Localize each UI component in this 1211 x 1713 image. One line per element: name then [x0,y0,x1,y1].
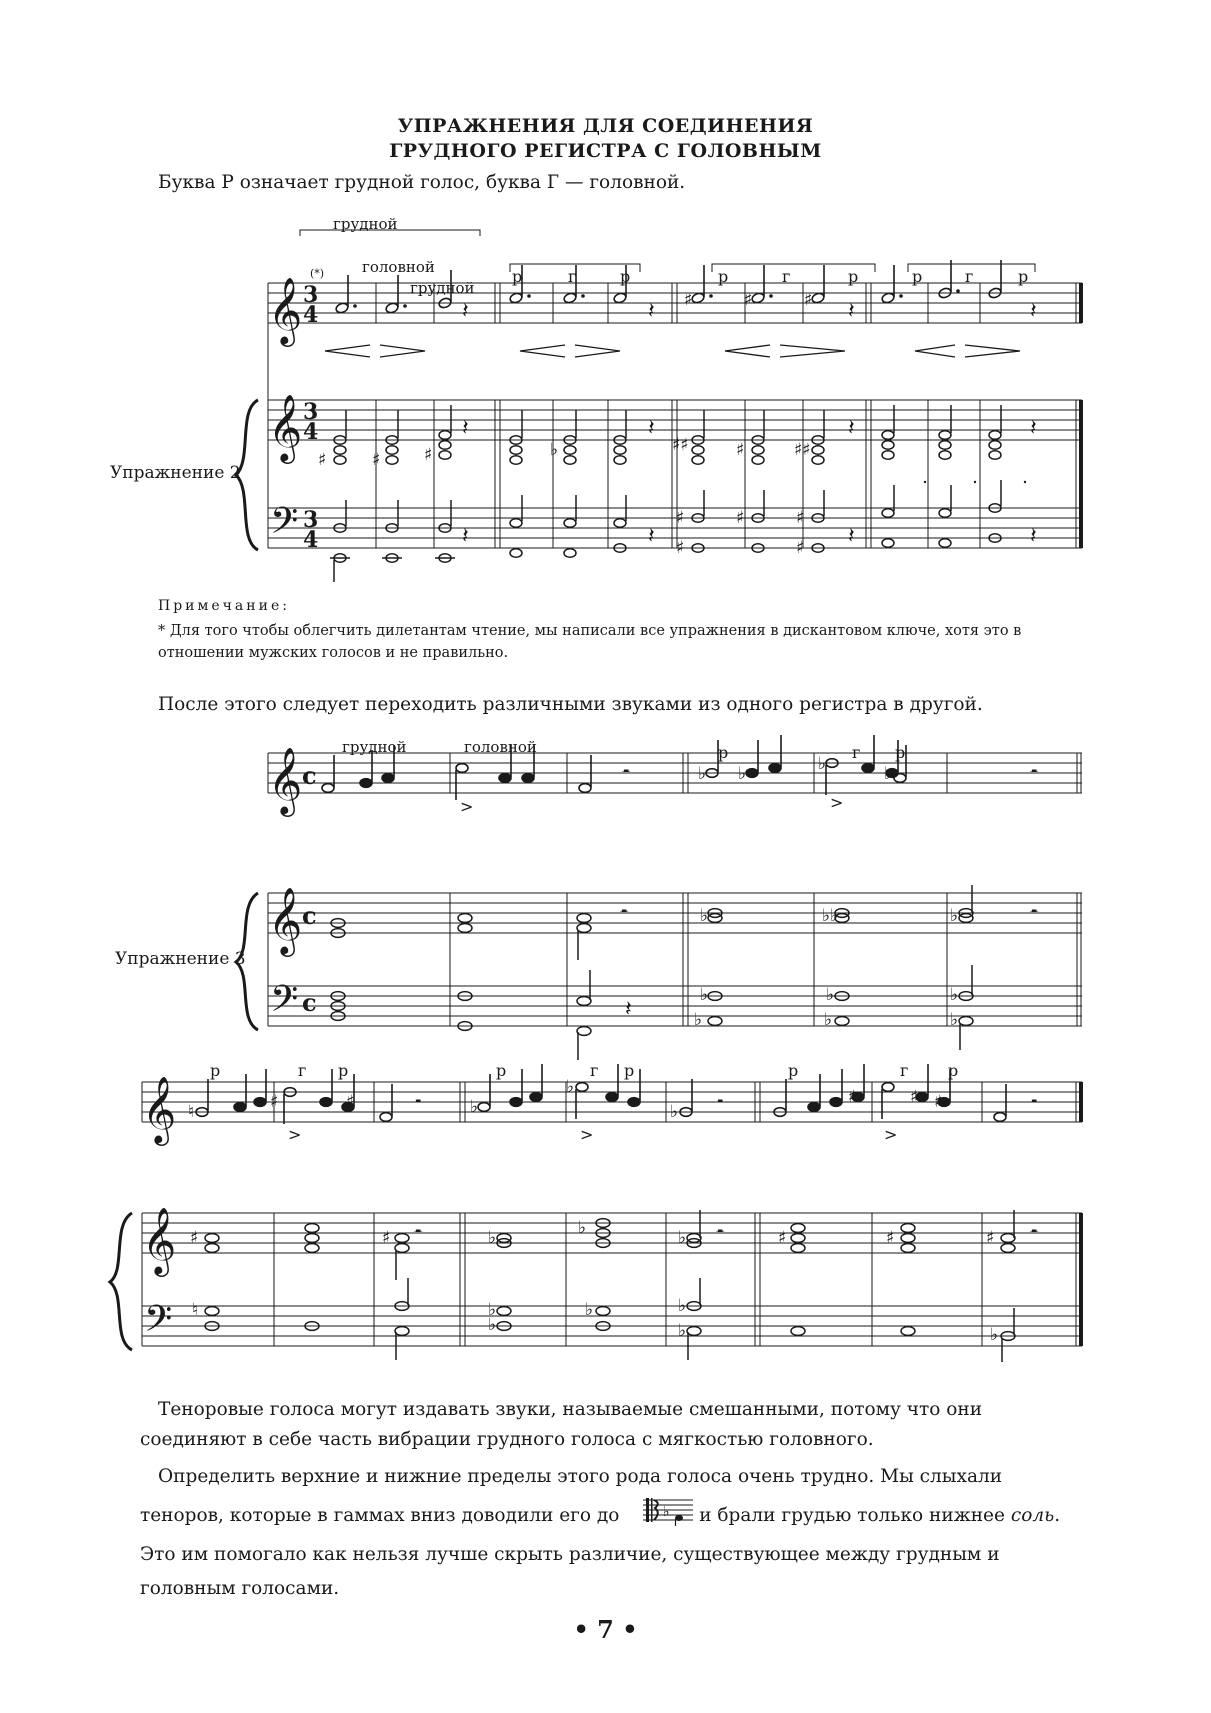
svg-text:𝄢: 𝄢 [144,1298,173,1349]
footnote-mark: (*) [310,267,325,280]
svg-text:♭: ♭ [824,1010,833,1030]
exercise-2-label: Упражнение 2 [110,463,241,483]
svg-text:р: р [895,743,906,762]
svg-text:𝄽: 𝄽 [648,524,655,549]
svg-text:♯: ♯ [736,508,745,528]
svg-text:р: р [512,267,523,286]
intro-text: Буква Р означает грудной голос, буква Г — головной. [158,172,686,193]
svg-text:♯♯: ♯♯ [672,435,689,455]
svg-text:♯: ♯ [804,290,813,310]
svg-text:𝄼: 𝄼 [1030,901,1039,926]
svg-text:𝄼: 𝄼 [620,901,629,926]
svg-text:♯: ♯ [190,1228,199,1248]
ex2-piano-bass-staff [268,508,1082,548]
svg-text:♯: ♯ [382,1228,391,1248]
svg-text:♭: ♭ [585,1300,594,1320]
svg-text:грудной: грудной [342,738,407,756]
svg-text:𝄽: 𝄽 [848,524,855,549]
svg-text:♭: ♭ [678,1321,687,1341]
svg-text:♯: ♯ [934,1092,943,1112]
svg-text:♭: ♭ [488,1228,497,1248]
svg-text:р: р [338,1061,349,1080]
svg-text:♯: ♯ [910,1087,919,1107]
svg-text:♭: ♭ [550,440,559,460]
svg-text:3: 3 [303,507,319,533]
svg-text:3: 3 [303,282,319,308]
svg-text:головной: головной [464,738,537,756]
svg-text:г: г [298,1061,307,1080]
svg-text:𝄼: 𝄼 [1030,1221,1039,1246]
svg-text:>: > [288,1125,302,1144]
svg-text:♯: ♯ [424,445,433,465]
svg-text:р: р [496,1061,507,1080]
svg-text:♭: ♭ [990,1325,999,1345]
svg-text:>: > [884,1125,898,1144]
exercise-3-label: Упражнение 3 [115,949,246,969]
svg-text:♭: ♭ [950,985,959,1005]
reg-word: грудной [333,215,398,233]
svg-text:𝄽: 𝄽 [648,416,655,441]
svg-text:c: c [302,988,317,1017]
svg-text:♮: ♮ [192,1300,199,1320]
ex2-piano-treble-staff [268,400,1082,440]
svg-text:𝄼: 𝄼 [716,1221,725,1246]
svg-text:р: р [718,743,729,762]
svg-text:♯: ♯ [270,1092,279,1112]
svg-text:♭: ♭ [950,906,959,926]
svg-text:♯: ♯ [372,450,381,470]
svg-text:♭: ♭ [488,1300,497,1320]
svg-text:р: р [624,1061,635,1080]
svg-text:𝄼: 𝄼 [414,1221,423,1246]
svg-text:c: c [302,901,317,930]
svg-text:c: c [302,761,317,790]
svg-text:♯♯: ♯♯ [794,440,811,460]
body-paragraph-2: Определить верхние и нижние пределы этого рода голоса очень трудно. Мы слыхали теноров, которые в гаммах вниз доводили его до ♭ и брали грудью только нижнее соль. Это им помогало как нельзя лучше скрыть различие, существующее между грудным и головным голосами. [140,1466,1061,1599]
svg-text:>: > [460,797,474,816]
svg-text:♯: ♯ [676,508,685,528]
svg-text:♭: ♭ [694,1010,703,1030]
reg-word: головной [362,258,435,276]
svg-text:г: г [568,267,577,286]
svg-text:𝄽: 𝄽 [462,416,469,441]
bass-clef-icon: 𝄢 [270,500,299,551]
svg-text:♯: ♯ [986,1228,995,1248]
svg-text:♭: ♭ [566,1077,575,1097]
treble-clef-icon: 𝄞 [268,276,303,344]
svg-text:♭: ♭ [670,1102,679,1122]
svg-text:♯: ♯ [796,508,805,528]
svg-text:3: 3 [303,399,319,425]
svg-text:р: р [210,1061,221,1080]
svg-text:г: г [900,1061,909,1080]
svg-text:𝄽: 𝄽 [1030,299,1037,324]
page-number: • 7 • [573,1615,638,1644]
svg-text:♭: ♭ [663,1504,670,1520]
svg-text:♭: ♭ [488,1315,497,1335]
svg-text:♭: ♭ [818,754,827,774]
svg-text:𝄽: 𝄽 [648,299,655,324]
svg-text:♭: ♭ [826,985,835,1005]
svg-text:♯: ♯ [684,290,693,310]
note-text: * Для того чтобы облегчить дилетантам чтение, мы написали все упражнения в дискантовом ключе, хотя это в отношении мужских голосов и не правильно. [158,623,1022,661]
svg-text:♯: ♯ [736,440,745,460]
svg-text:♭: ♭ [884,764,893,784]
svg-text:𝄼: 𝄼 [716,1091,725,1116]
svg-text:4: 4 [303,527,319,553]
svg-text:4: 4 [303,419,319,445]
svg-text:𝄽: 𝄽 [848,299,855,324]
svg-text:р: р [848,267,859,286]
svg-text:𝄞: 𝄞 [268,746,303,814]
svg-text:♭: ♭ [738,764,747,784]
svg-text:𝄽: 𝄽 [462,524,469,549]
svg-text:♯: ♯ [676,538,685,558]
svg-text:♯: ♯ [778,1228,787,1248]
note-heading: Примечание: [158,598,290,614]
svg-text:р: р [948,1061,959,1080]
ex3-voice-staff [268,753,1082,793]
section-title-line1: УПРАЖНЕНИЯ ДЛЯ СОЕДИНЕНИЯ [397,115,814,137]
svg-text:♯: ♯ [318,450,327,470]
svg-text:𝄞: 𝄞 [142,1206,177,1274]
tenor-clef-example [625,1494,693,1538]
svg-text:р: р [1018,267,1029,286]
body-paragraph-1: Теноровые голоса могут издавать звуки, называемые смешанными, потому что они соединяют в себе часть вибрации грудного голоса с мягкостью головного. [140,1399,983,1450]
svg-text:♯: ♯ [796,538,805,558]
svg-text:г: г [782,267,791,286]
svg-text:𝄽: 𝄽 [1030,524,1037,549]
svg-text:𝄼: 𝄼 [1030,761,1039,786]
svg-text:♭: ♭ [700,985,709,1005]
svg-text:♯: ♯ [886,1228,895,1248]
svg-text:𝄽: 𝄽 [1030,416,1037,441]
svg-text:г: г [965,267,974,286]
ex2-bass-chords [330,480,1001,582]
ex3-treble-staff [268,893,1082,933]
reg-word: грудной [410,279,475,297]
svg-text:♭♭: ♭♭ [822,906,839,926]
svg-text:♯: ♯ [848,1087,857,1107]
svg-text:р: р [788,1061,799,1080]
section-title-line2: ГРУДНОГО РЕГИСТРА С ГОЛОВНЫМ [389,140,822,162]
svg-text:♭: ♭ [698,764,707,784]
ex2-voice-staff [268,283,1082,323]
svg-text:𝄢: 𝄢 [270,978,299,1029]
ex3b-bass-chords [205,1278,1015,1362]
svg-text:г: г [590,1061,599,1080]
svg-text:♯: ♯ [346,1092,355,1112]
ex3b-voice-notes [196,1064,1006,1124]
svg-text:𝄼: 𝄼 [1030,1091,1039,1116]
svg-text:♭: ♭ [470,1097,479,1117]
svg-text:р: р [718,267,729,286]
svg-text:>: > [830,793,844,812]
svg-text:♭: ♭ [678,1296,687,1316]
ex3b-bass-staff [142,1306,1082,1346]
svg-text:𝄽: 𝄽 [625,997,632,1022]
svg-text:>: > [580,1125,594,1144]
svg-text:г: г [852,743,861,762]
svg-text:♯: ♯ [744,290,753,310]
svg-text:𝄞: 𝄞 [268,886,303,954]
svg-text:𝄼: 𝄼 [622,761,631,786]
svg-text:𝄼: 𝄼 [414,1091,423,1116]
ex2-hairpins [325,345,1020,357]
ex3-bass-chords [331,965,973,1060]
svg-text:р: р [620,267,631,286]
treble-clef-icon: 𝄞 [268,393,303,461]
transition-text: После этого следует переходить различными звуками из одного регистра в другой. [158,694,983,715]
svg-text:𝄽: 𝄽 [848,416,855,441]
svg-text:♭: ♭ [678,1228,687,1248]
svg-text:♭: ♭ [950,1010,959,1030]
svg-text:𝄞: 𝄞 [142,1075,177,1143]
svg-text:♭: ♭ [700,906,709,926]
svg-text:♮: ♮ [188,1102,195,1122]
svg-text:4: 4 [303,302,319,328]
svg-text:♭: ♭ [578,1218,587,1238]
ex3b-treble-staff [142,1213,1082,1253]
svg-text:𝄽: 𝄽 [462,299,469,324]
svg-text:р: р [912,267,923,286]
